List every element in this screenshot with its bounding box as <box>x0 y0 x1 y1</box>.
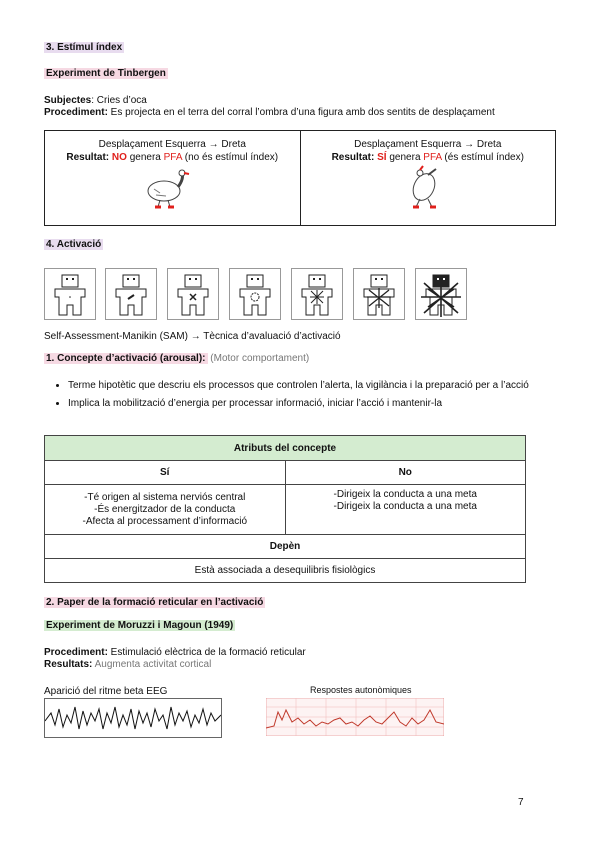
right-direction: Desplaçament Esquerra → Dreta <box>354 139 502 150</box>
section-3-title: 3. Estímul índex <box>46 42 123 53</box>
goose-right-cell <box>300 131 555 225</box>
concept-heading <box>44 353 309 364</box>
autonomic-caption: Respostes autonòmiques <box>310 685 412 695</box>
right-result-key: SÍ <box>377 152 387 163</box>
concept-subtitle: (Motor comportament) <box>207 353 310 364</box>
moruzzi-experiment-title: Experiment de Moruzzi i Magoun (1949) <box>46 620 234 631</box>
sam-caption: Self-Assessment-Manikin (SAM) → Tècnica d’avaluació d’activació <box>44 331 341 342</box>
subjects-line <box>44 95 147 106</box>
reticular-title: 2. Paper de la formació reticular en l’activació <box>46 597 264 608</box>
sam-manikin-4 <box>229 268 281 320</box>
goose-left-icon <box>142 167 202 211</box>
section-4-title: 4. Activació <box>46 239 102 250</box>
tinbergen-title: Experiment de Tinbergen <box>46 68 166 79</box>
depends-header: Depèn <box>45 535 526 559</box>
sam-manikin-6 <box>353 268 405 320</box>
attributes-yes-cell <box>45 485 286 535</box>
subjects-text: : Cries d’oca <box>91 95 147 106</box>
concept-bullet-2: • Implica la mobilització d’energia per processar informació, iniciar l’acció i mantenir-la <box>68 398 554 410</box>
goose-right-icon <box>398 165 458 213</box>
attributes-col-yes: Sí <box>45 461 286 485</box>
concept-bullet-1: • Terme hipotètic que descriu els processos que controlen l’alerta, la vigilància i la preparació per a l’acció <box>68 380 554 392</box>
goose-table <box>44 130 556 226</box>
procedure-text: Es projecta en el terra del corral l’ombra d’una figura amb dos sentits de desplaçament <box>107 107 495 118</box>
no-item: -Dirigeix la conducta a una meta <box>333 501 477 512</box>
right-result: Resultat: SÍ genera PFA (és estímul índex) <box>331 152 524 163</box>
autonomic-trace <box>266 698 444 736</box>
left-result-key: NO <box>111 152 127 163</box>
concept-title: 1. Concepte d’activació (arousal): <box>46 353 206 364</box>
reticular-results: Resultats: Augmenta activitat cortical <box>44 659 212 670</box>
yes-item: -Té origen al sistema nerviós central <box>84 491 246 503</box>
yes-item: -És energitzador de la conducta <box>94 503 236 515</box>
attributes-no-cell <box>285 485 526 535</box>
concept-bullets <box>50 380 554 416</box>
sam-manikin-3 <box>167 268 219 320</box>
goose-left-cell <box>45 131 300 225</box>
attributes-col-no: No <box>285 461 526 485</box>
left-result: Resultat: NO genera PFA (no és estímul índex) <box>66 152 279 163</box>
yes-item: -Afecta al processament d’informació <box>82 515 248 527</box>
page-number: 7 <box>518 797 524 808</box>
depends-text: Està associada a desequilibris fisiològics <box>45 559 526 583</box>
procedure-line <box>44 107 564 118</box>
sam-manikin-5 <box>291 268 343 320</box>
procedure-label: Procediment: <box>44 107 108 118</box>
eeg-trace <box>44 698 222 738</box>
subjects-label: Subjectes <box>44 95 92 106</box>
no-item: -Dirigeix la conducta a una meta <box>333 489 477 500</box>
sam-manikin-1 <box>44 268 96 320</box>
attributes-table <box>44 435 526 583</box>
sam-manikin-2 <box>105 268 157 320</box>
eeg-caption: Aparició del ritme beta EEG <box>44 686 168 697</box>
sam-manikin-7 <box>415 268 467 320</box>
attributes-header: Atributs del concepte <box>45 436 526 461</box>
left-direction: Desplaçament Esquerra → Dreta <box>98 139 246 150</box>
reticular-procedure: Procediment: Estimulació elèctrica de la formació reticular <box>44 647 306 658</box>
